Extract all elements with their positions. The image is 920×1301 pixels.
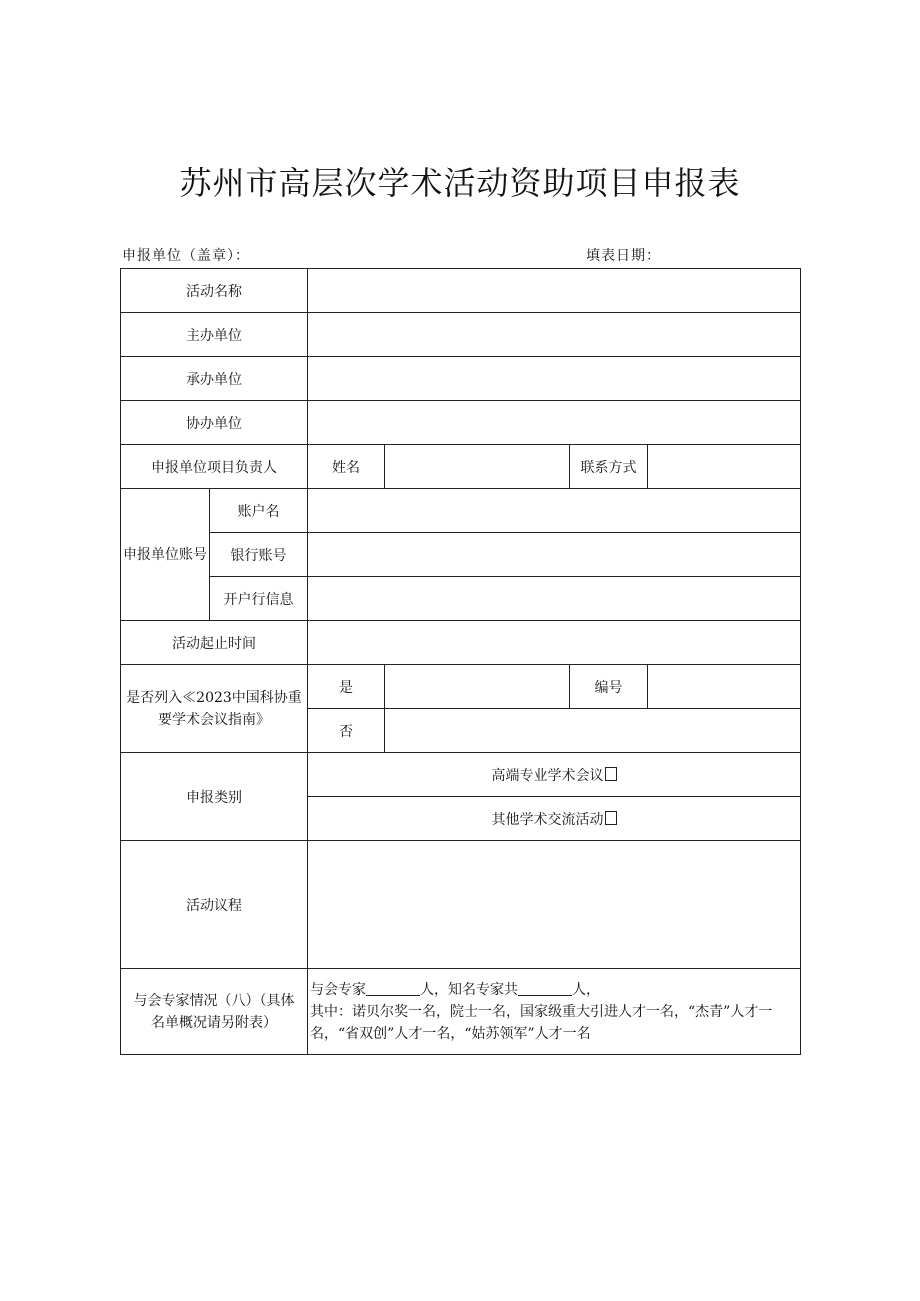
row-listed-yes [121,665,801,709]
famous-experts-label: 人，知名专家共 [420,981,518,998]
row-bank-account [121,533,801,577]
bank-account-field[interactable] [308,533,801,577]
row-experts [121,969,801,1055]
activity-name-field[interactable] [308,269,801,313]
organizer-unit-field[interactable] [308,357,801,401]
leader-name-field[interactable] [385,445,570,489]
checkbox-icon[interactable] [605,811,617,825]
account-name-label: 账户名 [210,489,308,533]
contact-field[interactable] [648,445,801,489]
row-organizer-unit [121,357,801,401]
co-organizer-unit-field[interactable] [308,401,801,445]
bank-account-label: 银行账号 [210,533,308,577]
agenda-field[interactable] [308,841,801,969]
co-organizer-unit-label: 协办单位 [121,401,308,445]
row-category-1 [121,753,801,797]
host-unit-label: 主办单位 [121,313,308,357]
experts-line-1 [310,979,798,1001]
application-form-table [120,268,801,1055]
category-option-high-end[interactable] [308,753,801,797]
yes-field[interactable] [385,665,570,709]
bank-info-field[interactable] [308,577,801,621]
row-co-organizer-unit [121,401,801,445]
experts-count-label: 与会专家 [310,981,366,998]
row-account-name [121,489,801,533]
applicant-unit-label: 申报单位（盖章）： [122,248,250,264]
activity-name-label: 活动名称 [121,269,308,313]
row-activity-name [121,269,801,313]
page-title: 苏州市高层次学术活动资助项目申报表 [179,164,741,202]
listed-question-label: 是否列入≪2023中国科协重要学术会议指南》 [121,665,308,753]
activity-period-label: 活动起止时间 [121,621,308,665]
row-agenda [121,841,801,969]
experts-count-suffix: 人， [572,981,600,998]
experts-count-blank[interactable] [366,981,420,996]
agenda-label: 活动议程 [121,841,308,969]
no-label: 否 [308,709,385,753]
experts-field[interactable] [308,969,801,1055]
activity-period-field[interactable] [308,621,801,665]
category-option-other[interactable] [308,797,801,841]
famous-experts-blank[interactable] [518,981,572,996]
no-field[interactable] [385,709,801,753]
project-leader-label: 申报单位项目负责人 [121,445,308,489]
row-bank-info [121,577,801,621]
row-host-unit [121,313,801,357]
category-option-2-text: 其他学术交流活动 [491,811,604,828]
checkbox-icon[interactable] [605,767,617,781]
account-group-label: 申报单位账号 [121,489,210,621]
number-field[interactable] [648,665,801,709]
yes-label: 是 [308,665,385,709]
contact-label: 联系方式 [570,445,648,489]
organizer-unit-label: 承办单位 [121,357,308,401]
leader-name-label: 姓名 [308,445,385,489]
number-label: 编号 [570,665,648,709]
row-project-leader [121,445,801,489]
bank-info-label: 开户行信息 [210,577,308,621]
category-label: 申报类别 [121,753,308,841]
row-activity-period [121,621,801,665]
fill-date-label: 填表日期： [586,248,661,264]
experts-line-2: 其中：诺贝尔奖一名，院士一名，国家级重大引进人才一名，“杰青”人才一名，“省双创”人才一名，“姑苏领军”人才一名 [310,1003,773,1042]
category-option-1-text: 高端专业学术会议 [491,767,604,784]
host-unit-field[interactable] [308,313,801,357]
experts-label: 与会专家情况（八）（具体名单概况请另附表） [121,969,308,1055]
account-name-field[interactable] [308,489,801,533]
